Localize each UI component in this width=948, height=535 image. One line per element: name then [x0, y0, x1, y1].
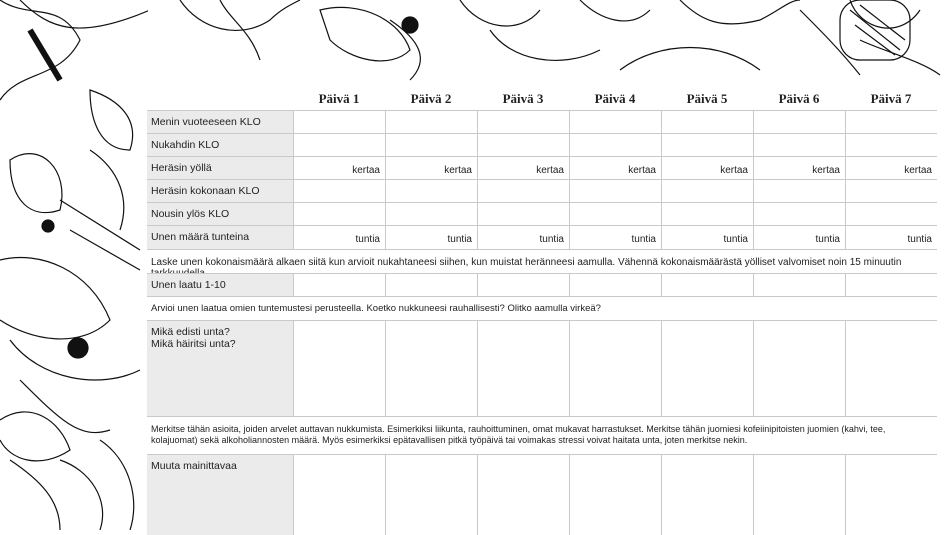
day-header: Päivä 1 — [318, 91, 360, 106]
other-row — [147, 454, 937, 535]
entry-cell[interactable]: kertaa — [753, 157, 845, 180]
entry-cell[interactable] — [385, 134, 477, 157]
floral-illustration-top — [160, 0, 948, 82]
entry-cell[interactable]: tuntia — [845, 226, 937, 249]
row-label: Muuta mainittavaa — [147, 455, 293, 535]
row-label: Menin vuoteeseen KLO — [147, 111, 293, 134]
quality-cell[interactable] — [661, 274, 753, 297]
help-cell[interactable] — [845, 321, 937, 417]
diary-row — [147, 179, 937, 203]
entry-cell[interactable] — [753, 111, 845, 134]
quality-cell[interactable] — [753, 274, 845, 297]
help-cell[interactable] — [661, 321, 753, 417]
entry-cell[interactable]: kertaa — [385, 157, 477, 180]
entry-cell[interactable] — [569, 203, 661, 226]
entry-cell[interactable]: kertaa — [477, 157, 569, 180]
quality-cell[interactable] — [385, 274, 477, 297]
diary-row — [147, 225, 937, 249]
row-label: Nousin ylös KLO — [147, 203, 293, 226]
entry-cell[interactable] — [661, 134, 753, 157]
other-cell[interactable] — [385, 455, 477, 535]
entry-cell[interactable]: tuntia — [477, 226, 569, 249]
diary-row — [147, 156, 937, 180]
entry-cell[interactable] — [845, 134, 937, 157]
other-cell[interactable] — [753, 455, 845, 535]
entry-cell[interactable] — [569, 111, 661, 134]
help-cell[interactable] — [293, 321, 385, 417]
help-cell[interactable] — [385, 321, 477, 417]
hours-instruction: Laske unen kokonaismäärä alkaen siitä kun arvioit nukahtaneesi siihen, kun muistat heränneesi aamulla. Vähennä kokonaismäärästä yölliset valvomiset noin 15 minuutin — [147, 249, 937, 273]
entry-cell[interactable] — [753, 180, 845, 203]
entry-cell[interactable] — [661, 203, 753, 226]
diary-row — [147, 202, 937, 226]
entry-cell[interactable]: kertaa — [293, 157, 385, 180]
day-header: Päivä 3 — [502, 91, 544, 106]
help-label-disturb: Mikä häiritsi unta? — [151, 338, 236, 350]
row-label: Heräsin kokonaan KLO — [147, 180, 293, 203]
help-instruction: Merkitse tähän asioita, joiden arvelet auttavan nukkumista. Esimerkiksi liikunta, rauhoittuminen, omat mukavat harrastukset. Merkitse tähän juomiesi kofeiinipitoisten juomien (kahvi, tee, kolajuomat) sekä alkoholiannosten määrä. Myös esimerkiksi epätavallisen pitkä työpäivä tai voimakas stressi voivat haitata unta, joten merkitse nekin. — [147, 416, 937, 454]
day-header: Päivä 7 — [870, 91, 912, 106]
row-label: Unen määrä tunteina — [147, 226, 293, 249]
other-cell[interactable] — [293, 455, 385, 535]
quality-row — [147, 273, 937, 297]
entry-cell[interactable] — [385, 203, 477, 226]
entry-cell[interactable]: tuntia — [385, 226, 477, 249]
entry-cell[interactable] — [661, 180, 753, 203]
entry-cell[interactable] — [477, 134, 569, 157]
entry-cell[interactable] — [753, 134, 845, 157]
day-header: Päivä 2 — [410, 91, 452, 106]
quality-instruction: Arvioi unen laatua omien tuntemustesi perusteella. Koetko nukkuneesi rauhallisesti? Olitko aamulla virkeä? — [147, 296, 937, 320]
day-header: Päivä 6 — [778, 91, 820, 106]
row-label: Heräsin yöllä — [147, 157, 293, 180]
quality-cell[interactable] — [845, 274, 937, 297]
quality-cell[interactable] — [477, 274, 569, 297]
help-cell[interactable] — [569, 321, 661, 417]
help-cell[interactable] — [753, 321, 845, 417]
quality-cell[interactable] — [293, 274, 385, 297]
entry-cell[interactable] — [477, 203, 569, 226]
row-label: Unen laatu 1-10 — [147, 274, 293, 297]
other-cell[interactable] — [845, 455, 937, 535]
entry-cell[interactable] — [385, 111, 477, 134]
quality-cell[interactable] — [569, 274, 661, 297]
other-cell[interactable] — [661, 455, 753, 535]
other-cell[interactable] — [477, 455, 569, 535]
entry-cell[interactable] — [293, 111, 385, 134]
entry-cell[interactable] — [293, 203, 385, 226]
entry-cell[interactable]: tuntia — [753, 226, 845, 249]
entry-cell[interactable] — [845, 203, 937, 226]
entry-cell[interactable] — [477, 180, 569, 203]
entry-cell[interactable] — [845, 180, 937, 203]
entry-cell[interactable] — [845, 111, 937, 134]
row-label — [147, 321, 293, 417]
day-header: Päivä 4 — [594, 91, 636, 106]
entry-cell[interactable]: kertaa — [569, 157, 661, 180]
entry-cell[interactable]: kertaa — [845, 157, 937, 180]
entry-cell[interactable] — [661, 111, 753, 134]
entry-cell[interactable] — [753, 203, 845, 226]
entry-cell[interactable] — [569, 134, 661, 157]
entry-cell[interactable] — [477, 111, 569, 134]
entry-cell[interactable] — [293, 134, 385, 157]
entry-cell[interactable] — [569, 180, 661, 203]
diary-row — [147, 110, 937, 134]
entry-cell[interactable]: tuntia — [661, 226, 753, 249]
help-label-promote: Mikä edisti unta? — [151, 326, 230, 338]
entry-cell[interactable]: tuntia — [293, 226, 385, 249]
diary-row — [147, 133, 937, 157]
day-header: Päivä 5 — [686, 91, 728, 106]
help-cell[interactable] — [477, 321, 569, 417]
entry-cell[interactable]: tuntia — [569, 226, 661, 249]
entry-cell[interactable] — [385, 180, 477, 203]
entry-cell[interactable] — [293, 180, 385, 203]
row-label: Nukahdin KLO — [147, 134, 293, 157]
help-row — [147, 320, 937, 417]
other-cell[interactable] — [569, 455, 661, 535]
entry-cell[interactable]: kertaa — [661, 157, 753, 180]
floral-illustration-left — [0, 0, 148, 530]
